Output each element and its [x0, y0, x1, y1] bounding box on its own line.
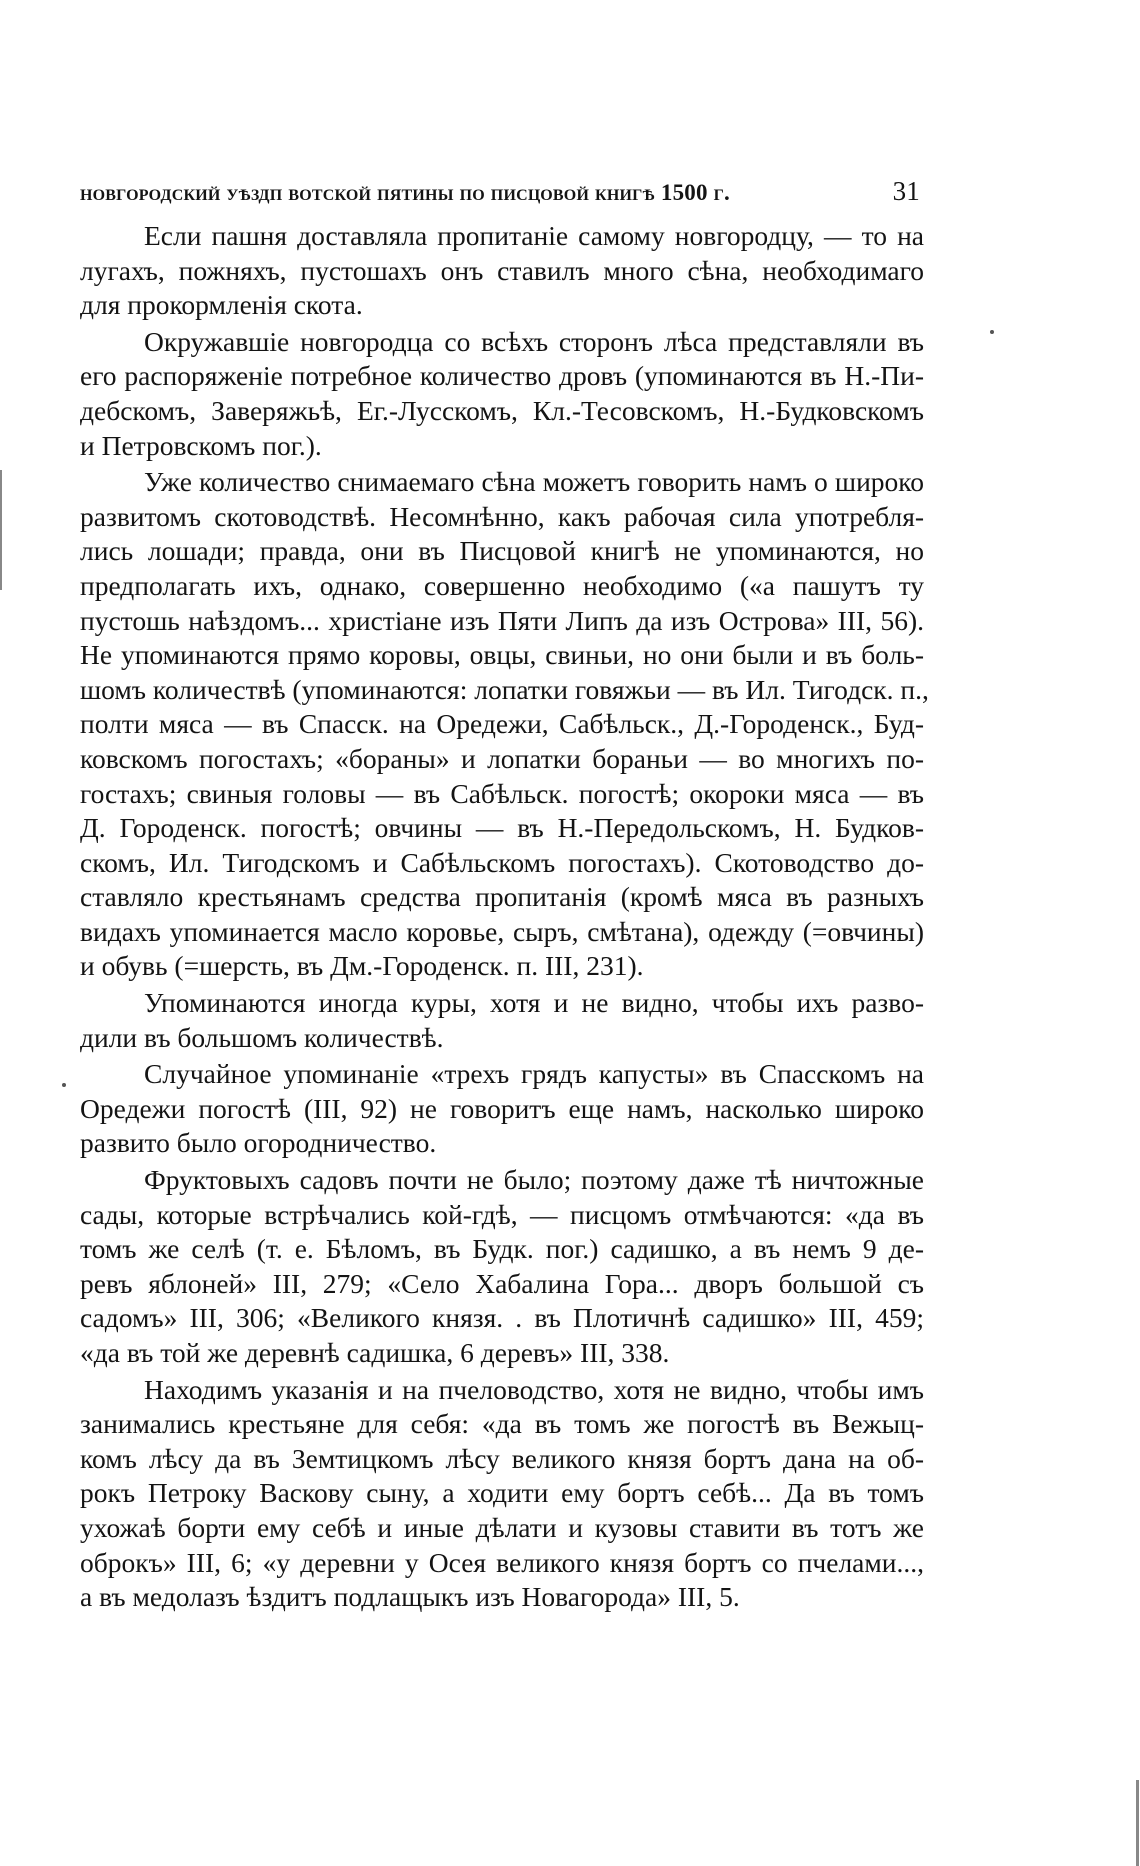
paragraph: [80, 1057, 924, 1161]
text-line: оброкъ» III, 6; «у деревни у Осея великого князя бортъ со пчелами...,: [80, 1546, 924, 1578]
text-line: скомъ, Ил. Тигодскомъ и Сабѣльскомъ погостахъ). Скотоводство до-: [80, 846, 924, 878]
text-line: развитомъ скотоводствѣ. Несомнѣнно, какъ рабочая сила употребля-: [80, 500, 924, 532]
book-page: [80, 176, 929, 1617]
text-line: а въ медолазъ ѣздитъ подлащыкъ изъ Новагорода» III, 5.: [80, 1581, 740, 1613]
text-line: Упоминаются иногда куры, хотя и не видно, чтобы ихъ разво-: [144, 987, 924, 1019]
text-line: предполагать ихъ, однако, совершенно необходимо («а пашутъ ту: [80, 569, 924, 601]
text-body: [80, 219, 929, 1615]
text-line: занимались крестьяне для себя: «да въ томъ же погостѣ въ Вежыц-: [80, 1408, 924, 1440]
text-line: садомъ» III, 306; «Великого князя. . въ Плотичнѣ садишко» III, 459;: [80, 1302, 924, 1334]
text-line: Находимъ указанія и на пчеловодство, хотя не видно, чтобы имъ: [144, 1373, 924, 1405]
text-line: ставляло крестьянамъ средства пропитанія (кромѣ мяса въ разныхъ: [80, 881, 924, 913]
text-line: для прокормленія скота.: [80, 289, 363, 321]
text-line: «да въ той же деревнѣ садишка, 6 деревъ» III, 338.: [80, 1337, 670, 1368]
text-line: Фруктовыхъ садовъ почти не было; поэтому даже тѣ ничтожные: [144, 1164, 924, 1196]
text-line: комъ лѣсу да въ Земтицкомъ лѣсу великого князя бортъ дана на об-: [80, 1442, 924, 1474]
text-line: Случайное упоминаніе «трехъ грядъ капусты» въ Спасскомъ на: [144, 1058, 924, 1090]
paragraph: [80, 1163, 924, 1371]
paragraph: [80, 219, 924, 323]
text-line: Оредежи погостѣ (III, 92) не говоритъ еще намъ, насколько широко: [80, 1092, 924, 1124]
scan-edge-right: [1136, 1780, 1139, 1866]
page-number: 31: [892, 176, 920, 206]
running-head: [80, 176, 924, 207]
text-line: томъ же селѣ (т. е. Бѣломъ, въ Будк. пог.) садишко, а въ немъ 9 де-: [80, 1233, 924, 1265]
text-line: видахъ упоминается масло коровье, сыръ, смѣтана), одежду (=овчины): [80, 915, 924, 947]
text-line: рокъ Петроку Васкову сыну, а ходити ему бортъ себѣ... Да въ томъ: [80, 1477, 924, 1509]
text-line: Не упоминаются прямо коровы, овцы, свиньи, но они были и въ боль-: [80, 639, 924, 671]
text-line: дили въ большомъ количествѣ.: [80, 1021, 444, 1053]
paragraph: [80, 465, 929, 984]
text-line: лугахъ, пожняхъ, пустошахъ онъ ставилъ много сѣна, необходимаго: [80, 254, 924, 286]
text-line: гостахъ; свиныя головы — въ Сабѣльск. погостѣ; окороки мяса — въ: [80, 777, 924, 809]
paragraph: [80, 325, 924, 463]
paragraph: [80, 986, 924, 1055]
text-line: сады, которые встрѣчались кой-гдѣ, — писцомъ отмѣчаются: «да въ: [80, 1198, 924, 1230]
text-line: Д. Городенск. погостѣ; овчины — въ Н.-Передольскомъ, Н. Будков-: [80, 812, 924, 844]
text-line: ковскомъ погостахъ; «бораны» и лопатки бораньи — во многихъ по-: [80, 742, 924, 774]
text-line: развито было огородничество.: [80, 1127, 437, 1159]
text-line: ревъ яблоней» III, 279; «Село Хабалина Гора... дворъ большой съ: [80, 1267, 924, 1299]
paragraph: [80, 1373, 924, 1615]
speck-2: [62, 1083, 66, 1087]
text-line: Уже количество снимаемаго сѣна можетъ говорить намъ о широко: [144, 466, 924, 498]
text-line: дебскомъ, Заверяжьѣ, Ег.-Лусскомъ, Кл.-Тесовскомъ, Н.-Будковскомъ: [80, 394, 924, 426]
running-title: новгородский уѣздп вотской пятины по писцовой книгѣ 1500 г.: [80, 180, 730, 205]
text-line: полти мяса — въ Спасск. на Оредежи, Сабѣльск., Д.-Городенск., Буд-: [80, 708, 924, 740]
speck-1: [990, 330, 994, 334]
text-line: шомъ количествѣ (упоминаются: лопатки говяжьи — въ Ил. Тигодск. п.,: [80, 673, 929, 705]
text-line: Если пашня доставляла пропитаніе самому новгородцу, — то на: [144, 220, 924, 251]
text-line: и обувь (=шерсть, въ Дм.-Городенск. п. III, 231).: [80, 950, 644, 982]
scan-edge-left: [0, 470, 2, 590]
text-line: ухожаѣ борти ему себѣ и иные дѣлати и кузовы ставити въ тотъ же: [80, 1511, 924, 1543]
text-line: пустошь наѣздомъ... христіане изъ Пяти Липъ да изъ Острова» III, 56).: [80, 604, 924, 636]
text-line: его распоряженіе потребное количество дровъ (упоминаются въ Н.-Пи-: [80, 360, 924, 392]
text-line: лись лошади; правда, они въ Писцовой книгѣ не упоминаются, но: [80, 535, 924, 567]
text-line: Окружавшіе новгородца со всѣхъ сторонъ лѣса представляли въ: [144, 325, 924, 357]
text-line: и Петровскомъ пог.).: [80, 429, 322, 461]
